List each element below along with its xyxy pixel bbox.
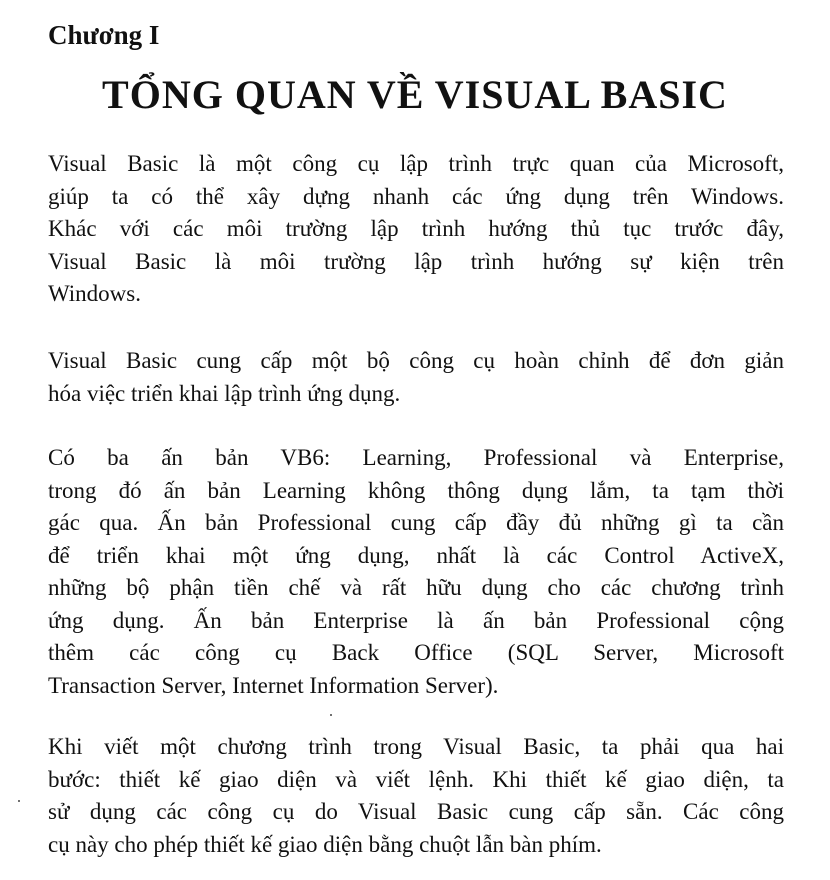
paragraph-line: Khi viết một chương trình trong Visual Basic, ta phải qua hai [48,734,784,759]
paragraph-line: bước: thiết kế giao diện và viết lệnh. Khi thiết kế giao diện, ta [48,766,784,792]
paragraph-line: Transaction Server, Internet Information Server). [48,672,499,698]
paragraph-line: hóa việc triển khai lập trình ứng dụng. [48,380,401,406]
paragraph-line: Visual Basic là môi trường lập trình hướng sự kiện trên [48,248,784,274]
paragraph-3 [48,442,784,702]
scan-speck [18,800,20,802]
paragraph-4 [48,731,784,861]
paragraph-line: cụ này cho phép thiết kế giao diện bằng chuột lẫn bàn phím. [48,831,602,857]
paragraph-line: Visual Basic là một công cụ lập trình trực quan của Microsoft, [48,151,784,176]
paragraph-line: Khác với các môi trường lập trình hướng thủ tục trước đây, [48,216,784,241]
chapter-title: TỔNG QUAN VỀ VISUAL BASIC [102,72,728,117]
paragraph-line: Visual Basic cung cấp một bộ công cụ hoàn chỉnh để đơn giản [48,348,784,373]
paragraph-line: sử dụng các công cụ do Visual Basic cung cấp sẵn. Các công [48,799,784,824]
paragraph-2 [48,345,784,410]
paragraph-line: giúp ta có thể xây dựng nhanh các ứng dụng trên Windows. [48,183,784,209]
paragraph-line: ứng dụng. Ấn bản Enterprise là ấn bản Professional cộng [48,607,784,633]
chapter-label: Chương I [48,20,160,50]
paragraph-1 [48,148,784,311]
scan-speck [330,714,332,716]
paragraph-line: Có ba ấn bản VB6: Learning, Professional và Enterprise, [48,445,784,470]
paragraph-line: thêm các công cụ Back Office (SQL Server, Microsoft [48,640,784,665]
paragraph-line: trong đó ấn bản Learning không thông dụng lắm, ta tạm thời [48,477,784,503]
paragraph-line: để triển khai một ứng dụng, nhất là các Control ActiveX, [48,542,784,568]
paragraph-line: Windows. [48,281,141,306]
paragraph-line: những bộ phận tiền chế và rất hữu dụng cho các chương trình [48,575,784,600]
paragraph-line: gác qua. Ấn bản Professional cung cấp đầy đủ những gì ta cần [48,510,784,535]
